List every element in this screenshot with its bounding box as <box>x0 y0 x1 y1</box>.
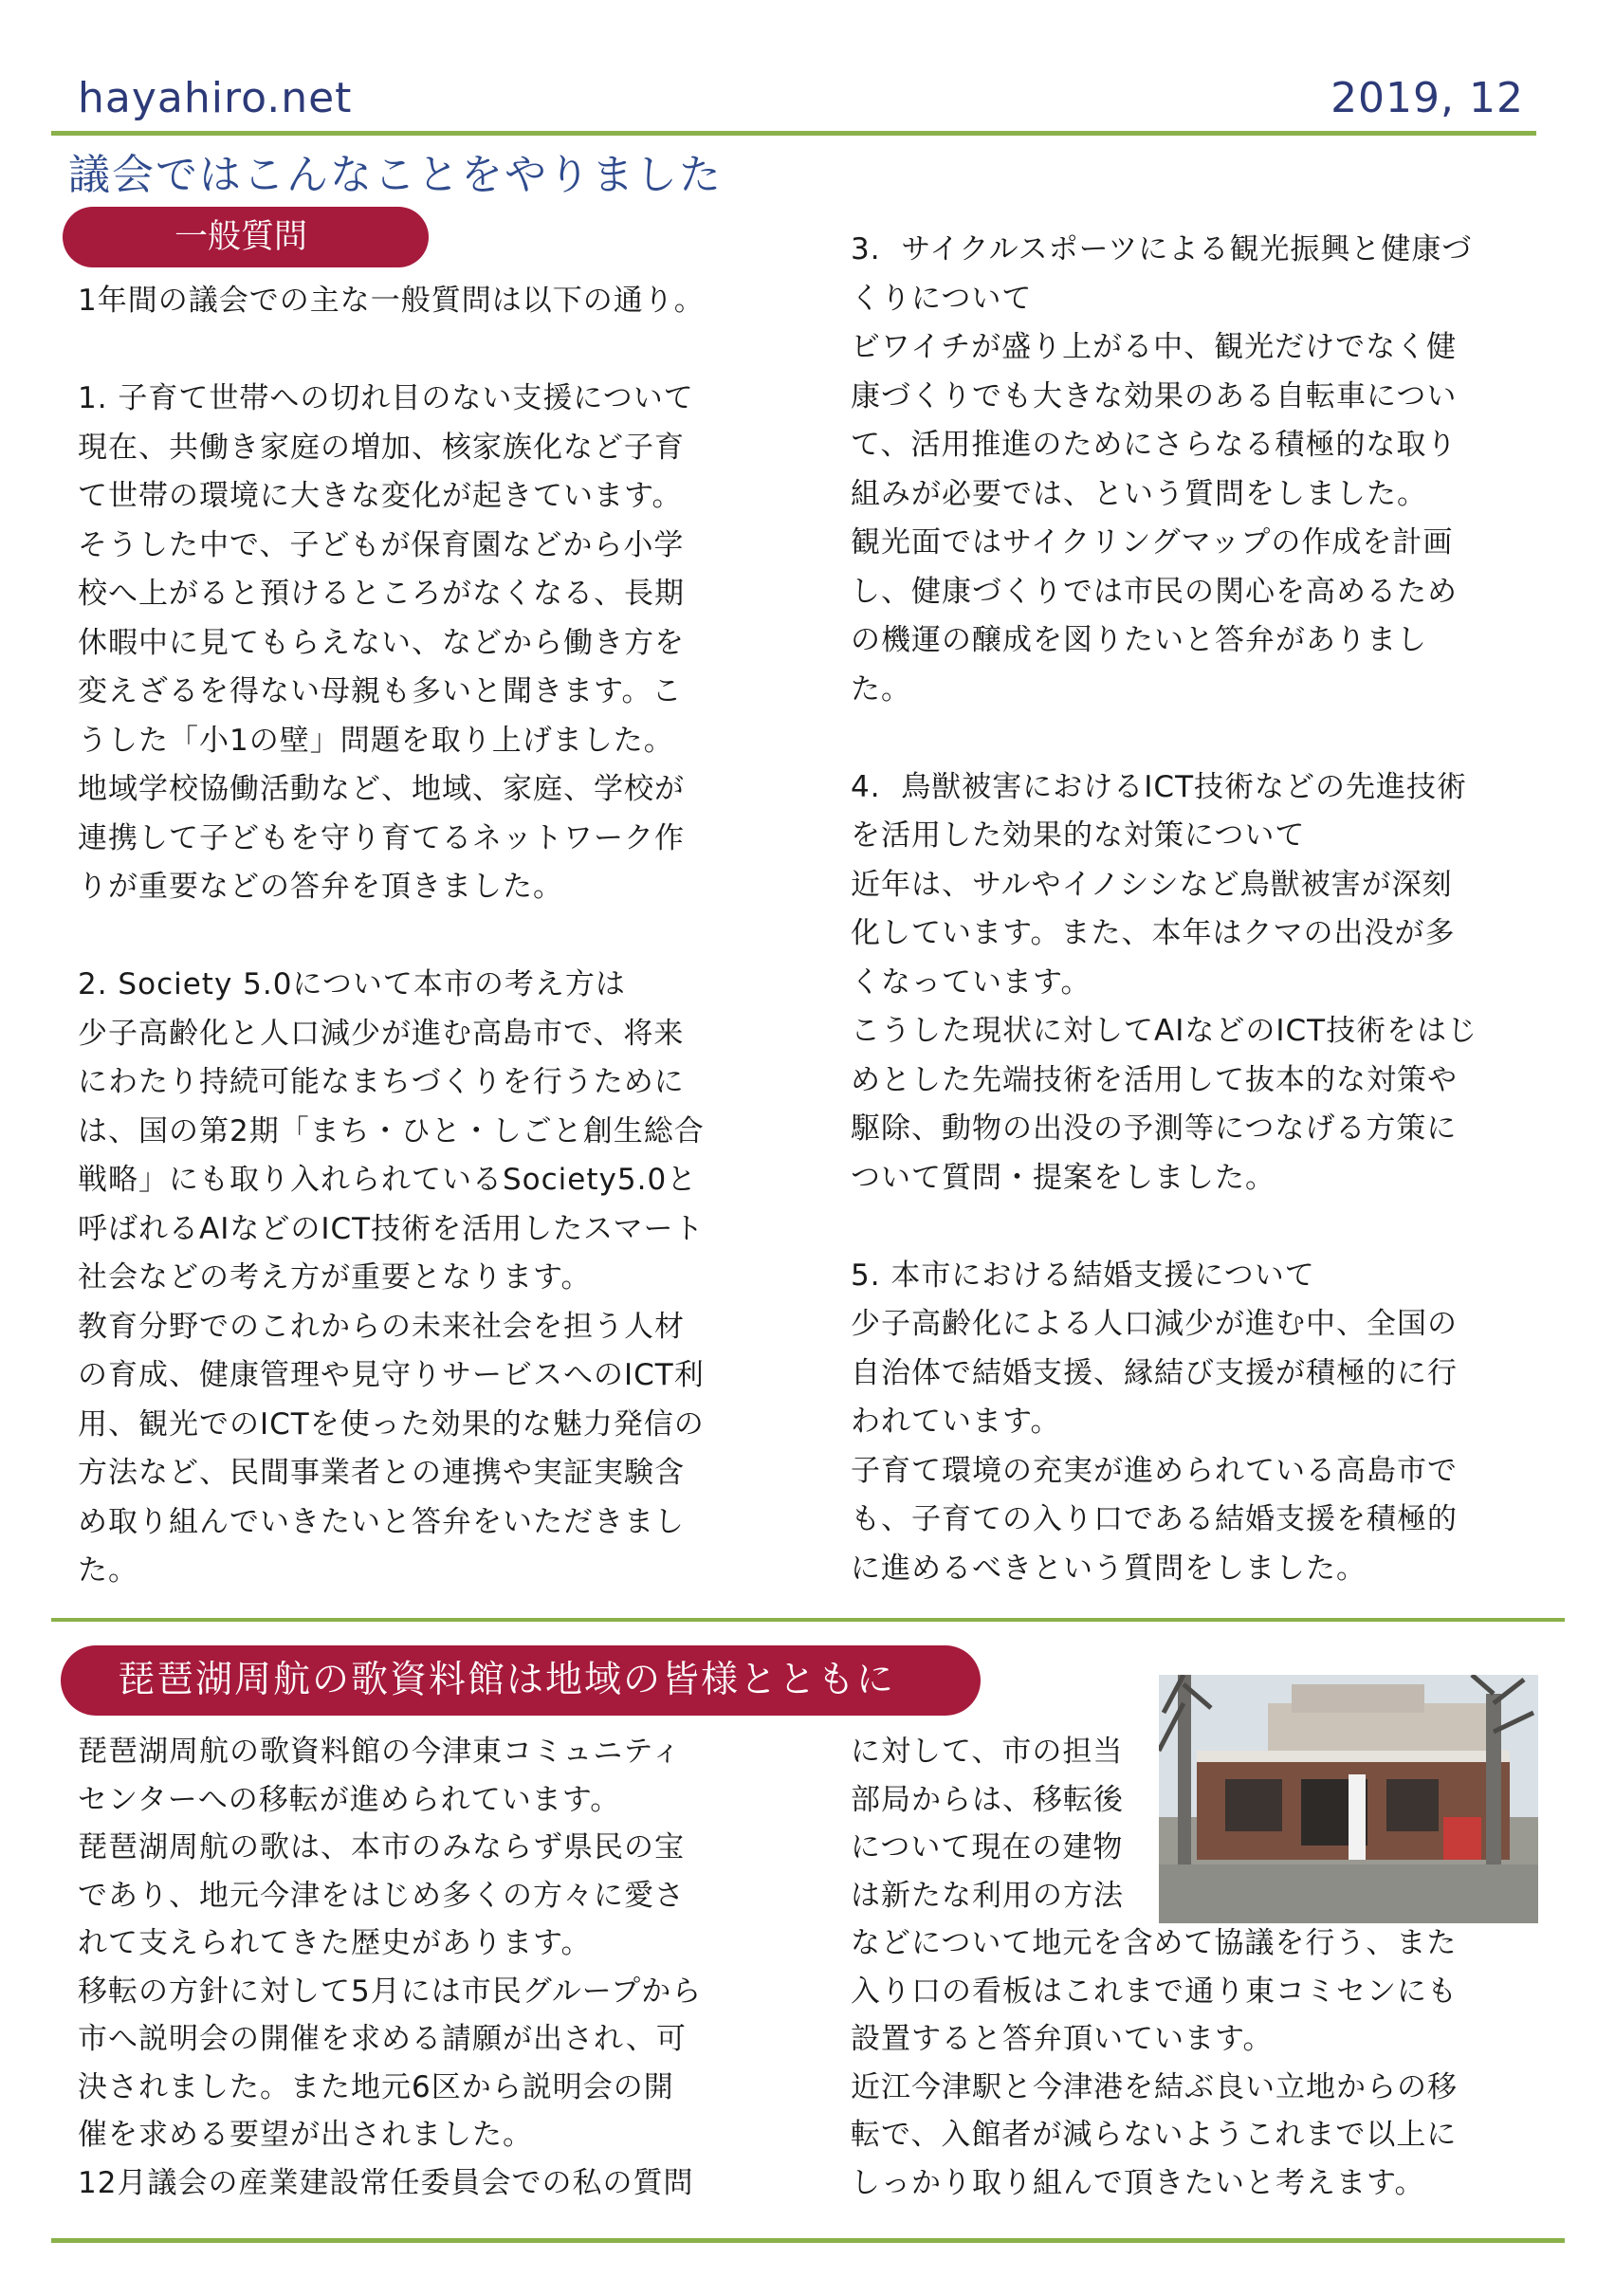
museum-left-column: 琵琶湖周航の歌資料館の今津東コミュニティ センターへの移転が進められています。 琵琶湖周航の歌は、本市のみならず県民の宝 であり、地元今津をはじめ多くの方々に愛さ れて支えられてきた歴史があります。 移転の方針に対して5月には市民グループから 市へ説明会の開催を求める請願が出され、可 決されました。また地元6区から説明会の開 催を求める要望が出されました。 12月議会の産業建設常任委員会での私の質問 <box>78 1735 703 2200</box>
top-divider <box>51 131 1536 136</box>
page-headline: 議会ではこんなことをやりました <box>68 151 723 199</box>
section-divider <box>51 1618 1565 1622</box>
museum-right-column-bottom: などについて地元を含めて協議を行う、また 入り口の看板はこれまで通り東コミセンにも 設置すると答弁頂いています。 近江今津駅と今津港を結ぶ良い立地からの移 転で、入館者が減らないようこれまで以上に しっかり取り組んで頂きたいと考えます。 <box>851 1926 1458 2200</box>
site-name: hayahiro.net <box>78 74 353 122</box>
section-label-general-questions: 一般質問 <box>63 207 429 267</box>
bottom-divider <box>51 2238 1565 2243</box>
museum-right-column-top: に対して、市の担当 部局からは、移転後 について現在の建物 は新たな利用の方法 <box>851 1735 1124 1913</box>
general-questions-right-column: 3. サイクルスポーツによる観光振興と健康づ くりについて ビワイチが盛り上がる中、観光だけでなく健 康づくりでも大きな効果のある自転車につい て、活用推進のためにさらなる積極的な取り 組みが必要では、という質問をしました。 観光面ではサイクリングマップの作成を計画 し、健康づくりでは市民の関心を高めるため の機運の醸成を図りたいと答弁がありまし た。 4. 鳥獣被害におけるICT技術などの先進技術 を活用した効果的な対策について 近年は、サルやイノシシなど鳥獣被害が深刻 化しています。また、本年はクマの出没が多 くなっています。 こうした現状に対してAIなどのICT技術をはじ めとした先端技術を活用して抜本的な対策や 駆除、動物の出没の予測等につなげる方策に ついて質問・提案をしました。 5. 本市における結婚支援について 少子高齢化による人口減少が進む中、全国の 自治体で結婚支援、縁結び支援が積極的に行 われています。 子育て環境の充実が進められている高島市で も、子育ての入り口である結婚支援を積極的 に進めるべきという質問をしました。 <box>851 232 1478 1586</box>
museum-building-photo <box>1159 1675 1538 1923</box>
general-questions-left-column: 1年間の議会での主な一般質問は以下の通り。 1. 子育て世帯への切れ目のない支援について 現在、共働き家庭の増加、核家族化など子育 て世帯の環境に大きな変化が起きています。 そうした中で、子どもが保育園などから小学 校へ上がると預けるところがなくなる、長期 休暇中に見てもらえない、などから働き方を 変えざるを得ない母親も多いと聞きます。こ うした「小1の壁」問題を取り上げました。 地域学校協働活動など、地域、家庭、学校が 連携して子どもを守り育てるネットワーク作 りが重要などの答弁を頂きました。 2. Society 5.0について本市の考え方は 少子高齢化と人口減少が進む高島市で、将来 にわたり持続可能なまちづくりを行うために は、国の第2期「まち・ひと・しごと創生総合 戦略」にも取り入れられているSociety5.0と 呼ばれるAIなどのICT技術を活用したスマート 社会などの考え方が重要となります。 教育分野でのこれからの未来社会を担う人材 の育成、健康管理や見守りサービスへのICT利 用、観光でのICTを使った効果的な魅力発信の 方法など、民間事業者との連携や実証実験含 め取り組んでいきたいと答弁をいただきまし た。 <box>78 284 705 1588</box>
issue-date: 2019, 12 <box>1331 74 1524 122</box>
section-label-museum: 琵琶湖周航の歌資料館は地域の皆様とともに <box>61 1645 981 1716</box>
